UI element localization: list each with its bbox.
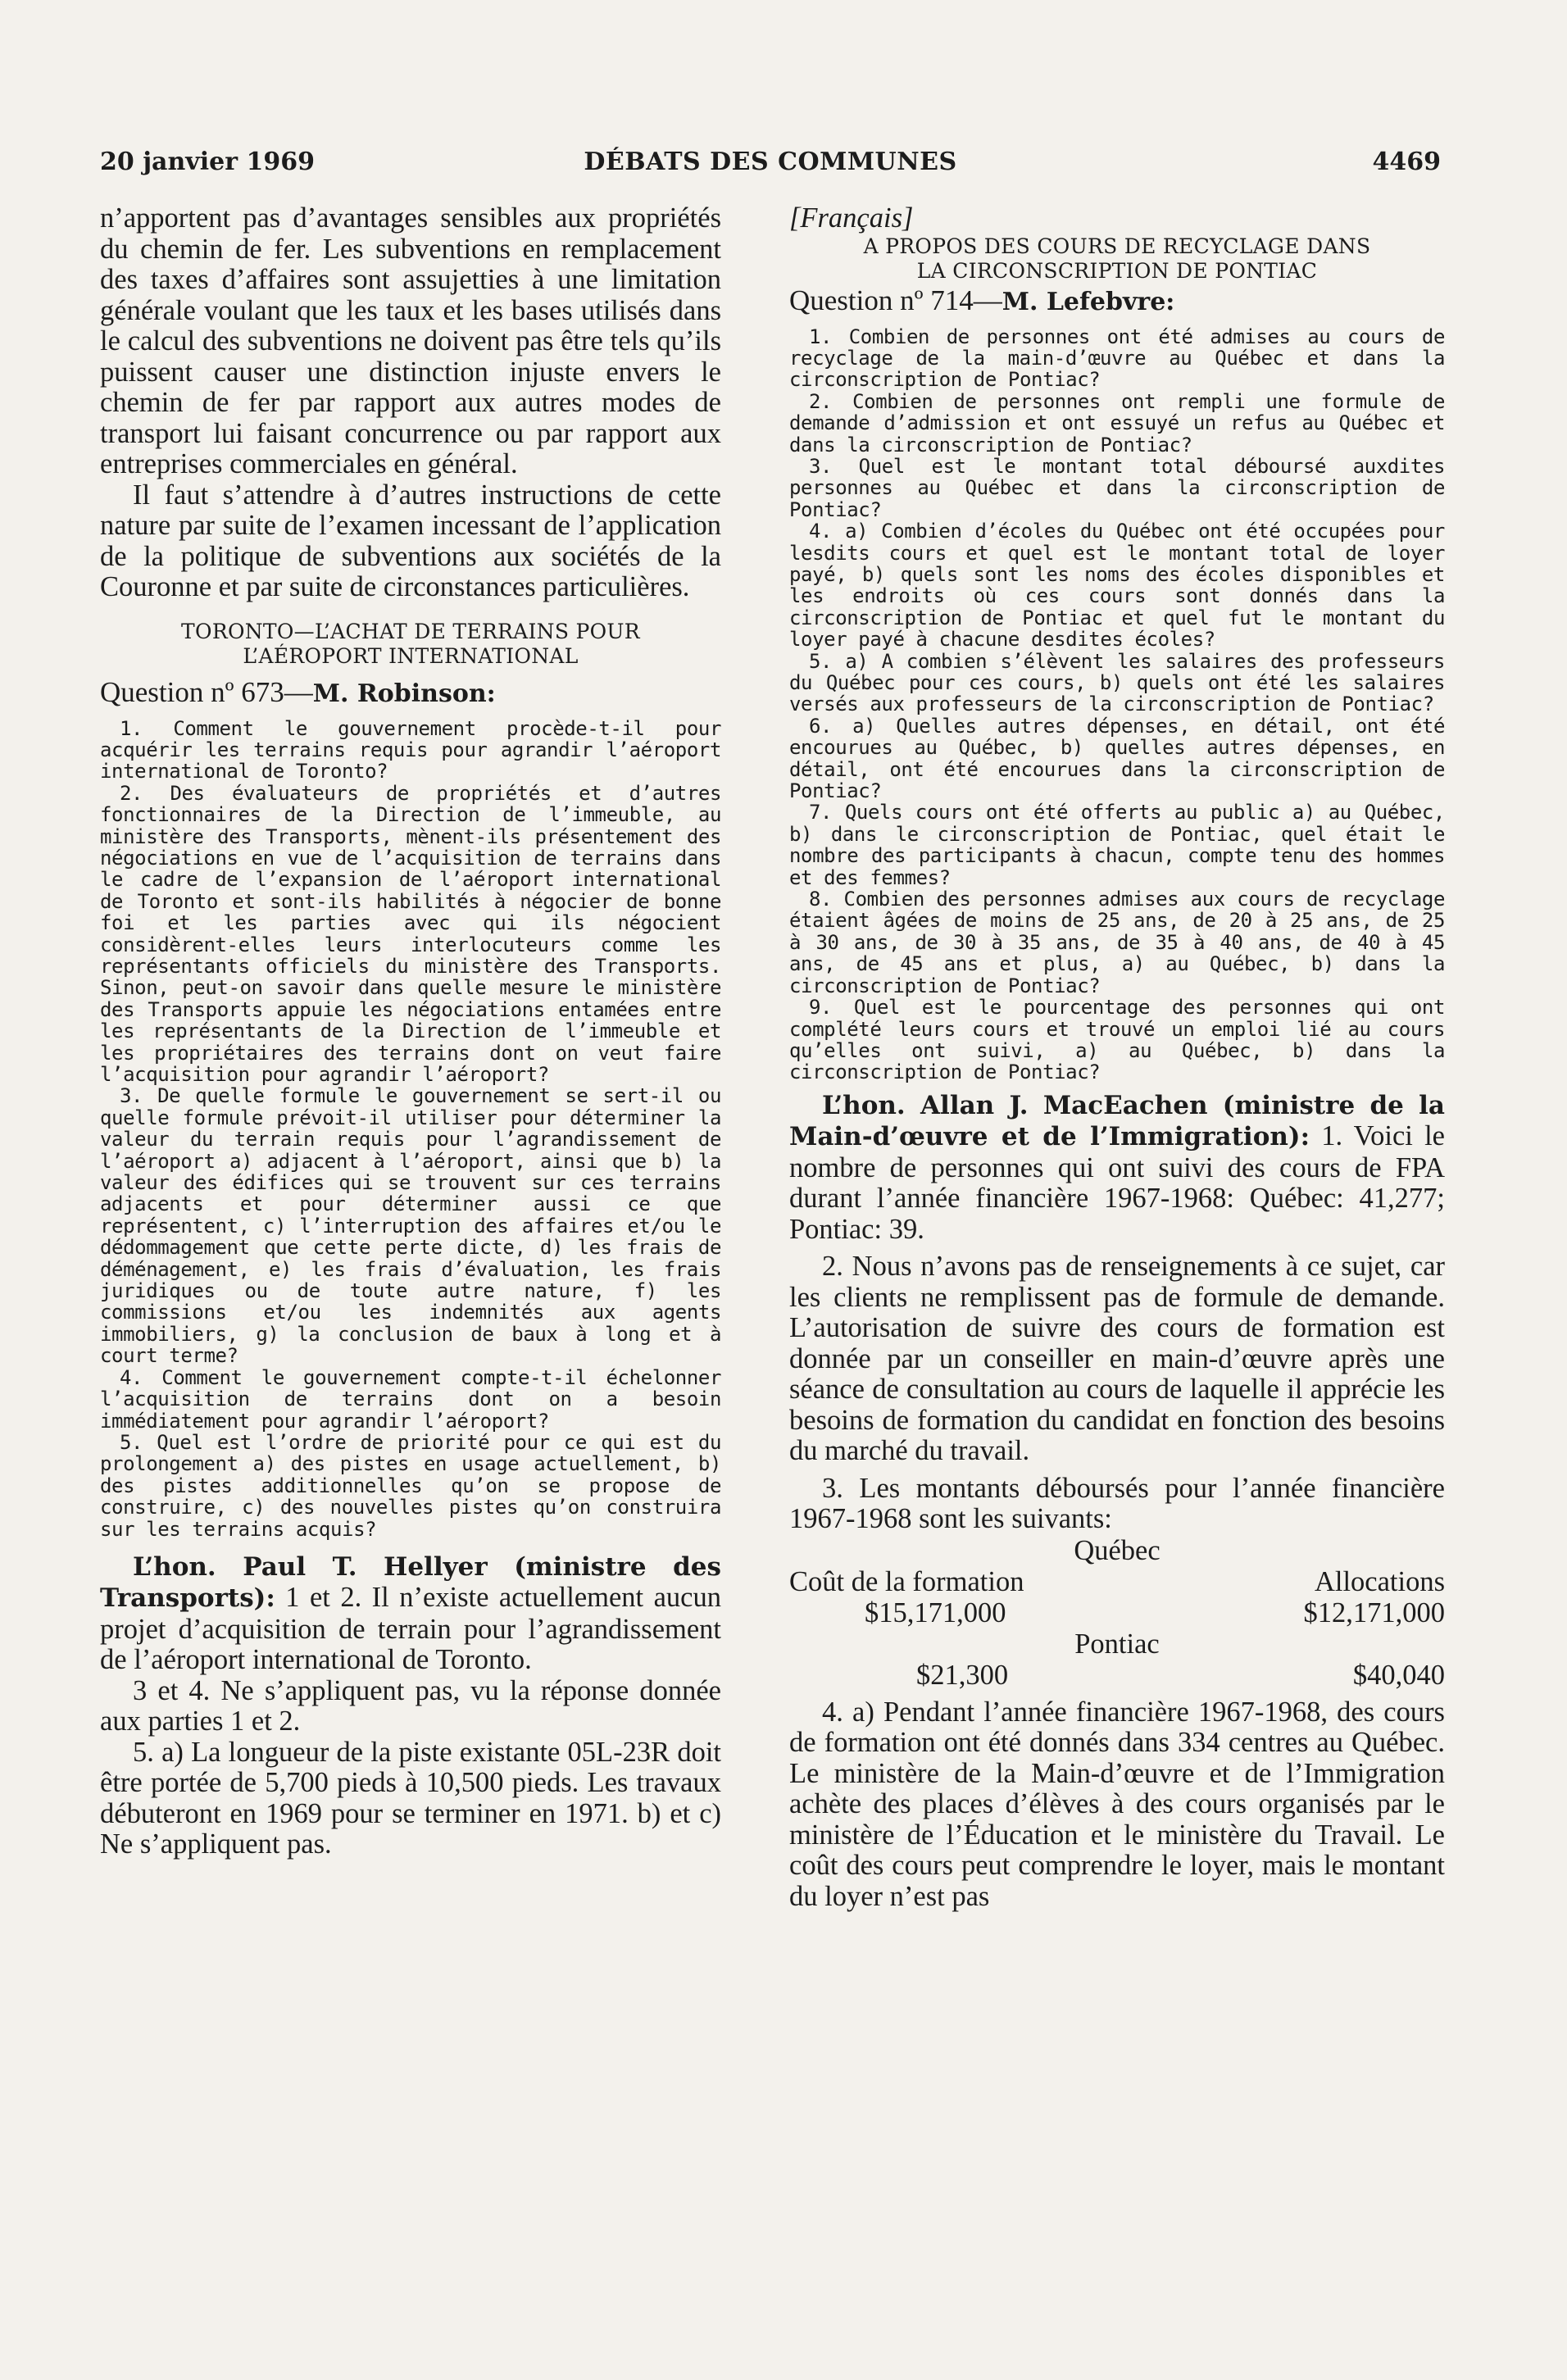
question-line [100,675,721,711]
table-header-row [789,1566,1445,1597]
question-item: 2. Des évaluateurs de propriétés et d’autres fonctionnaires de la Direction de l’immeuble, au ministère des Transports, mènent-ils présentement des négociations en vue de l’acquisition de terrains dans le cadre de l’expansion de l’aéroport international de Toronto et sont-ils habilités à négocier de bonne foi et les parties avec qui ils négocient considèrent-elles leurs interlocuteurs comme les représentants officiels du ministère des Transports. Sinon, peut-on savoir dans quelle mesure le ministère des Transports appuie les négociations entamées entre les représentants de la Direction de l’immeuble et les propriétaires des terrains dont on veut faire l’acquisition pour agrandir l’aéroport? [100,781,721,1086]
question-item: 4. Comment le gouvernement compte-t-il échelonner l’acquisition de terrains dont on a besoin immédiatement pour agrandir l’aéroport? [100,1365,721,1433]
question-item: 8. Combien des personnes admises aux cours de recyclage étaient âgées de moins de 25 ans, de 20 à 25 ans, de 25 à 30 ans, de 30 à 35 ans, de 35 à 40 ans, de 40 à 45 ans, de 45 ans et plus, a) au Québec, b) dans la circonscription de Pontiac? [789,888,1445,997]
question-line [789,284,1445,320]
question-number: Question nº 714— [789,284,1002,316]
table-cell: $40,040 [1352,1659,1445,1691]
question-item: 5. a) A combien s’élèvent les salaires des professeurs du Québec pour ces cours, b) quels ont été les salaires versés aux professeurs de la circonscription de Pontiac? [789,649,1445,716]
header-title: DÉBATS DES COMMUNES [584,148,957,176]
paragraph: n’apportent pas d’avantages sensibles aux propriétés du chemin de fer. Les subventions en remplacement des taxes d’affaires sont assujetties à une limitation générale voulant que les taux et les bases utilisés dans le calcul des subventions ne doivent pas être tels qu’ils puissent causer une distinction injuste envers le chemin de fer par rapport aux autres modes de transport lui faisant concurrence ou par rapport aux entreprises commerciales en général. [100,202,721,479]
question-item: 3. Quel est le montant total déboursé auxdites personnes au Québec et dans la circonscription de Pontiac? [789,454,1445,521]
page-number: 4469 [1372,148,1441,176]
page-header [100,148,1441,188]
right-column [789,203,1445,1912]
table-header: Allocations [1314,1565,1445,1597]
header-date: 20 janvier 1969 [100,148,315,176]
question-number: Question nº 673— [100,675,313,708]
section-heading: TORONTO—L’ACHAT DE TERRAINS POUR [181,619,640,643]
answer-paragraph: L’hon. Paul T. Hellyer (ministre des Transports): 1 et 2. Il n’existe actuellement aucun projet d’acquisition de terrain pour l’agrandissement de l’aéroport international de Toronto. [100,1551,721,1676]
question-item: 9. Quel est le pourcentage des personnes qui ont complété leurs cours et trouvé un emploi lié au cours qu’elles ont suivi, a) au Québec, b) dans la circonscription de Pontiac? [789,996,1445,1084]
paragraph: Il faut s’attendre à d’autres instructions de cette nature par suite de l’examen incessant de l’application de la politique de subventions aux sociétés de la Couronne et par suite de circonstances particulières. [100,479,721,602]
table-row [789,1597,1445,1628]
question-item: 6. a) Quelles autres dépenses, en détail, ont été encourues au Québec, b) quelles autres dépenses, en détail, ont été encourues dans la circonscription de Pontiac? [789,714,1445,803]
answer-paragraph: 5. a) La longueur de la piste existante 05L-23R doit être portée de 5,700 pieds à 10,500 pieds. Les travaux débuteront en 1969 pour se terminer en 1971. b) et c) Ne s’appliquent pas. [100,1736,721,1860]
question-item: 1. Comment le gouvernement procède-t-il pour acquérir les terrains requis pour agrandir l’aéroport international de Toronto? [100,716,721,783]
table-cell: $21,300 [916,1659,1009,1691]
question-author: M. Robinson: [312,679,496,708]
answer-paragraph: 2. Nous n’avons pas de renseignements à ce sujet, car les clients ne remplissent pas de formule de demande. L’autorisation de suivre des cours de formation est donnée par un conseiller en main-d’œuvre après une séance de consultation au cours de laquelle il apprécie les besoins de formation du candidat en fonction des besoins du marché du travail. [789,1251,1445,1467]
table-region: Québec [1074,1534,1160,1566]
amounts-table [789,1535,1445,1691]
answer-paragraph: 3. Les montants déboursés pour l’année financière 1967-1968 sont les suivants: [789,1472,1445,1535]
section-heading: LA CIRCONSCRIPTION DE PONTIAC [916,258,1318,283]
speaker-name: L’hon. Paul T. Hellyer (ministre des Transports): [100,1551,721,1614]
table-cell: $15,171,000 [865,1597,1006,1628]
left-column [100,203,721,1860]
answer-paragraph: 3 et 4. Ne s’appliquent pas, vu la réponse donnée aux parties 1 et 2. [100,1674,721,1737]
question-item: 4. a) Combien d’écoles du Québec ont été occupées pour lesdits cours et quel est le montant total de loyer payé, b) quels sont les noms des écoles disponibles et les endroits où ces cours sont donnés dans la circonscription de Pontiac et quel fut le montant du loyer payé à chacune desdites écoles? [789,520,1445,652]
question-item: 2. Combien de personnes ont rempli une formule de demande d’admission et ont essuyé un refus au Québec et dans la circonscription de Pontiac? [789,389,1445,456]
table-region: Pontiac [1074,1628,1160,1660]
section-heading: L’AÉROPORT INTERNATIONAL [243,643,579,668]
question-item: 5. Quel est l’ordre de priorité pour ce qui est du prolongement a) des pistes en usage actuellement, b) des pistes additionnelles qu’on se propose de construire, c) des nouvelles pistes qu’on construira sur les terrains acquis? [100,1430,721,1541]
speaker-name: L’hon. Allan J. MacEachen (ministre de la Main-d’œuvre et de l’Immigration): [789,1090,1445,1152]
answer-paragraph: 4. a) Pendant l’année financière 1967-1968, des cours de formation ont été donnés dans 334 centres au Québec. Le ministère de la Main-d’œuvre et de l’Immigration achète des places d’élèves à des cours organisés par le ministère de l’Éducation et le ministère du Travail. Le coût des cours peut comprendre le loyer, mais le montant du loyer n’est pas [789,1696,1445,1912]
table-header: Coût de la formation [789,1565,1024,1597]
question-item: 7. Quels cours ont été offerts au public a) au Québec, b) dans le circonscription de Pontiac, quel était le nombre des participants à chacun, compte tenu des hommes et des femmes? [789,801,1445,889]
section-heading: A PROPOS DES COURS DE RECYCLAGE DANS [863,234,1371,258]
answer-paragraph: L’hon. Allan J. MacEachen (ministre de la Main-d’œuvre et de l’Immigration): 1. Voici le nombre de personnes qui ont suivi des cours de FPA durant l’année financière 1967-1968: Québec: 41,277; Pontiac: 39. [789,1090,1445,1245]
question-item: 3. De quelle formule le gouvernement se sert-il ou quelle formule prévoit-il utiliser pour déterminer la valeur du terrain requis pour l’agrandissement de l’aéroport a) adjacent à l’aéroport, ainsi que b) la valeur des édifices qui se trouvent sur ces terrains adjacents et pour déterminer aussi ce que représentent, c) l’interruption des affaires et/ou le dédommagement que cette perte dicte, d) les frais de déménagement, e) les frais d’évaluation, les frais juridiques ou de toute autre nature, f) les commissions et/ou les indemnités aux agents immobiliers, g) la conclusion de baux à long et à court terme? [100,1084,721,1368]
table-cell: $12,171,000 [1303,1597,1445,1628]
question-author: M. Lefebvre: [1002,287,1175,316]
language-tag: [Français] [789,202,914,234]
question-item: 1. Combien de personnes ont été admises au cours de recyclage de la main-d’œuvre au Québec et dans la circonscription de Pontiac? [789,325,1445,392]
table-row [789,1660,1445,1691]
